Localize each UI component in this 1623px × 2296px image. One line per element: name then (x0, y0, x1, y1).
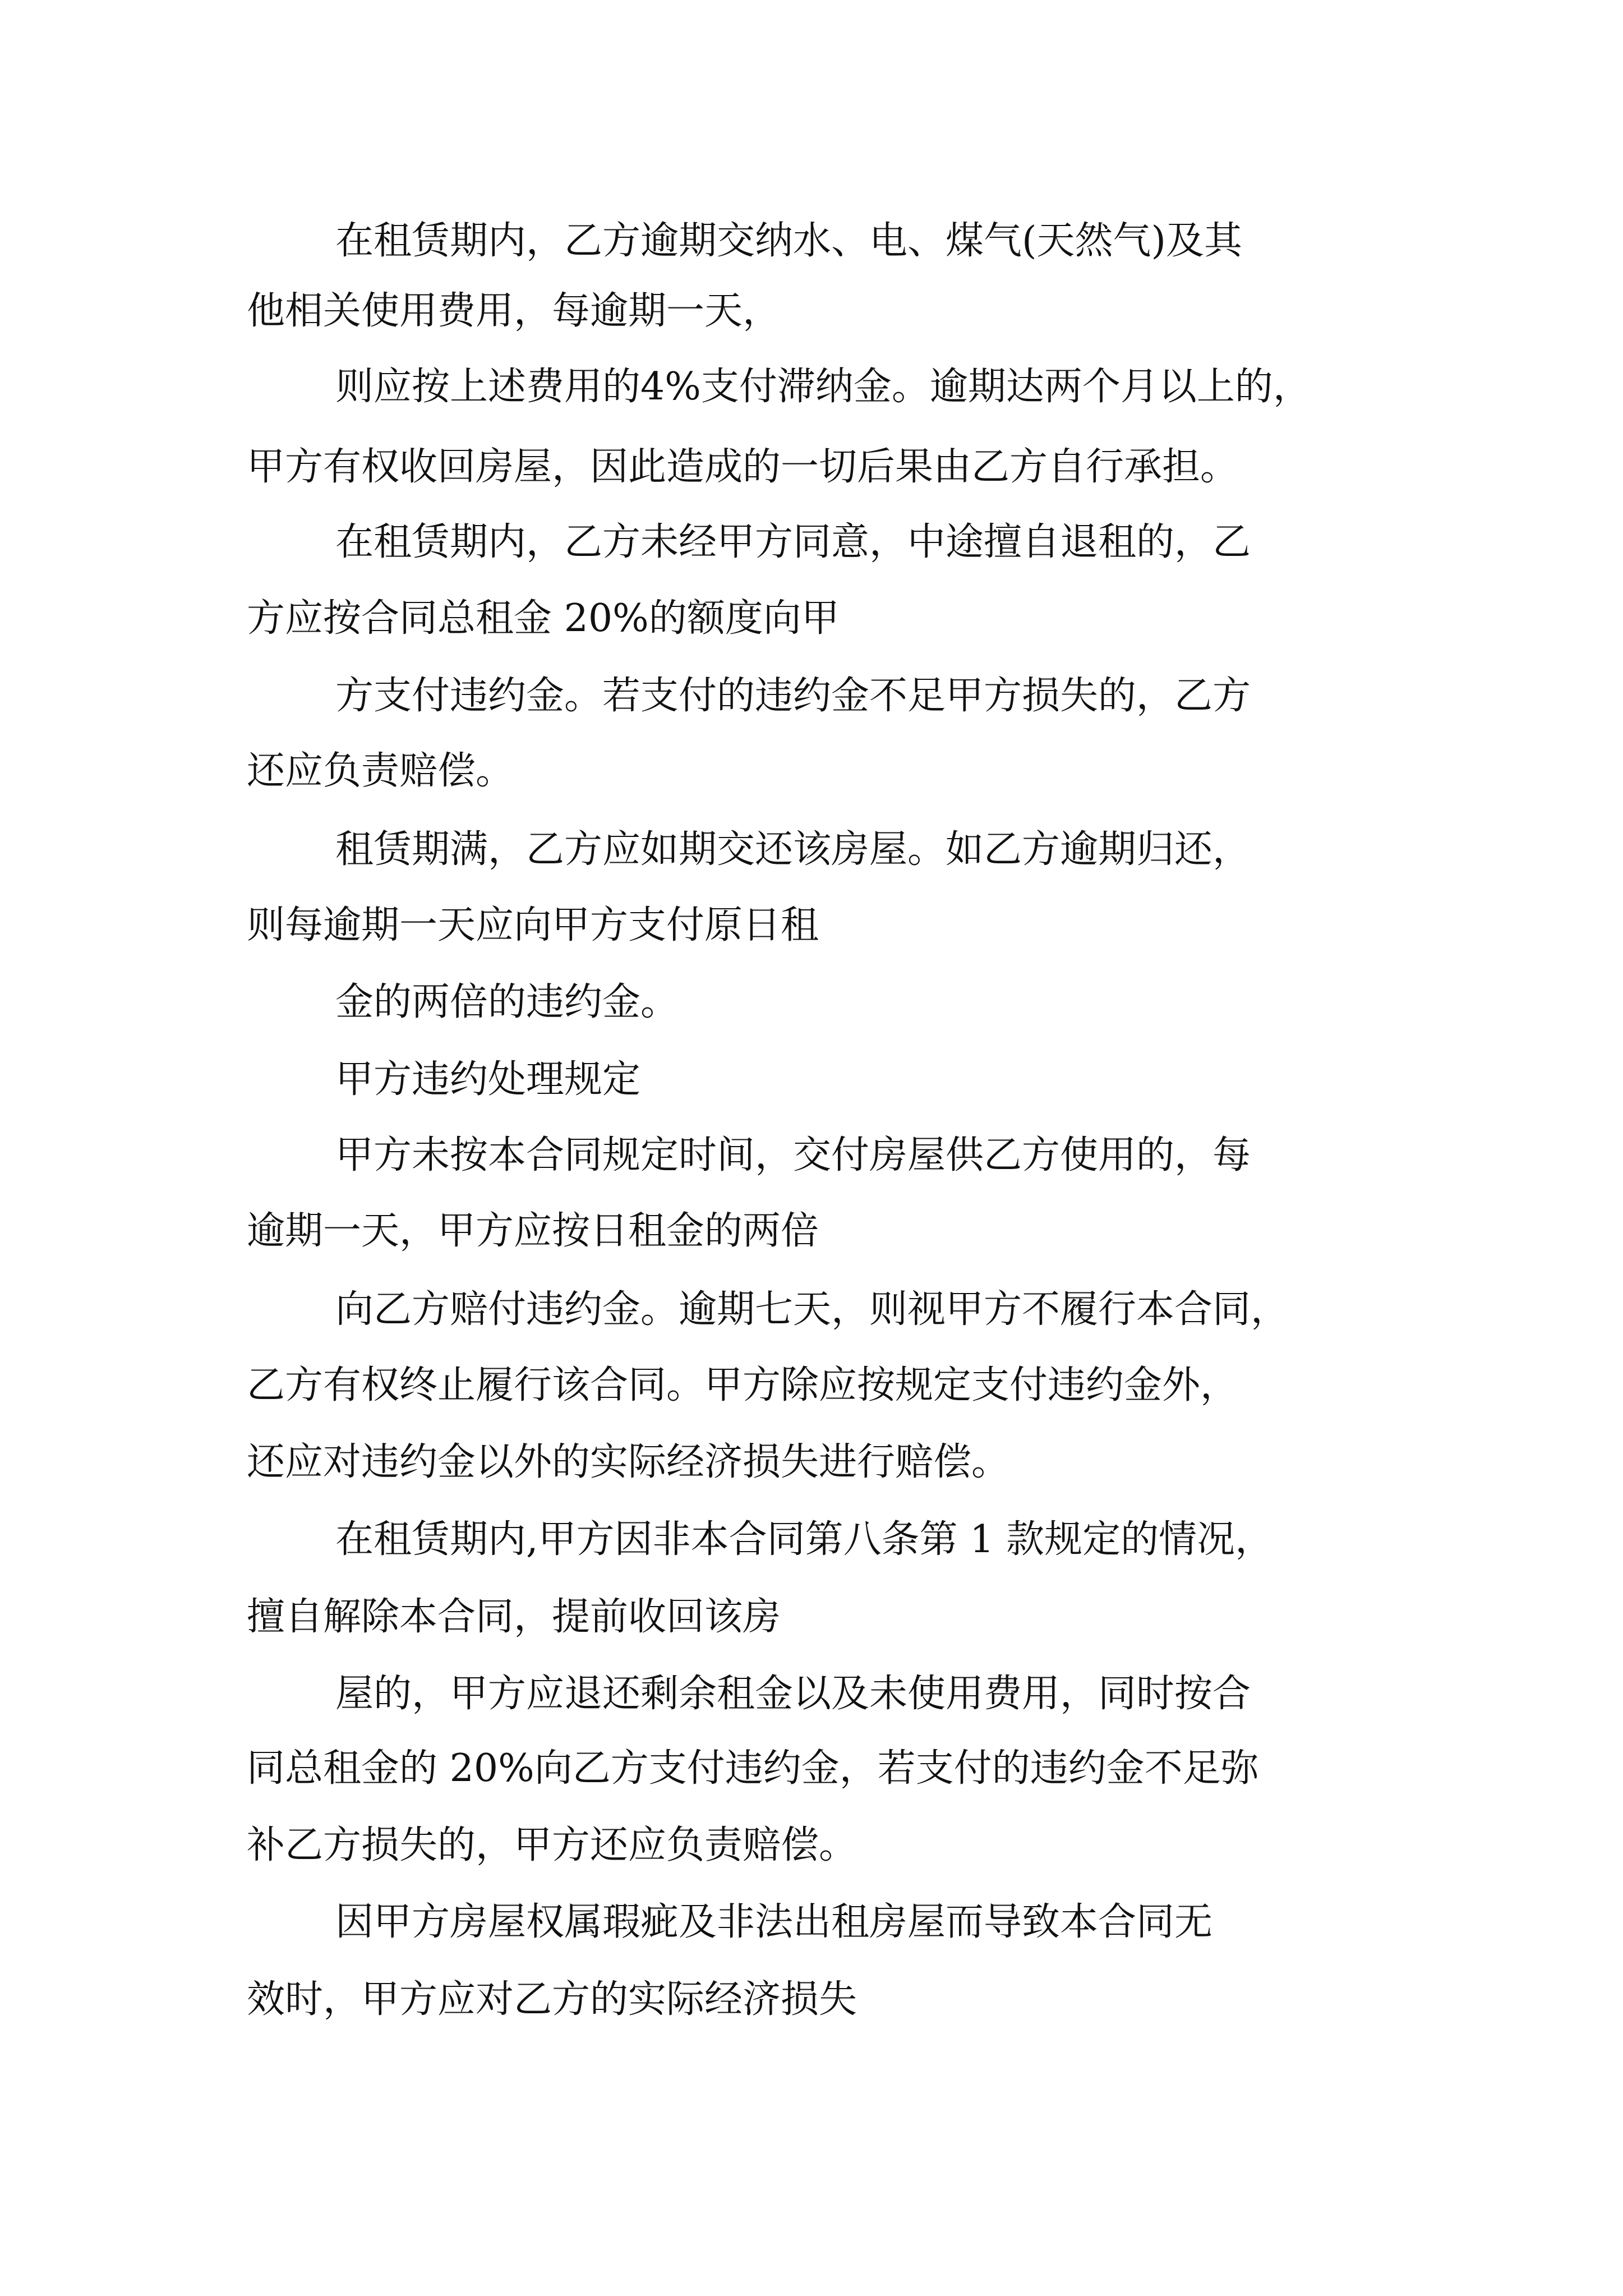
text-line: 因甲方房屋权属瑕疵及非法出租房屋而导致本合同无 (335, 1900, 1213, 1944)
text-line: 效时，甲方应对乙方的实际经济损失 (247, 1977, 857, 2022)
text-line: 则每逾期一天应向甲方支付原日租 (247, 903, 819, 947)
section-heading: 甲方违约处理规定 (335, 1057, 641, 1102)
text-line: 则应按上述费用的4%支付滞纳金。逾期达两个月以上的， (335, 365, 1311, 409)
text-line: 方支付违约金。若支付的违约金不足甲方损失的，乙方 (335, 674, 1251, 718)
text-line: 向乙方赔付违约金。逾期七天，则视甲方不履行本合同， (335, 1287, 1289, 1332)
text-line: 补乙方损失的，甲方还应负责赔偿。 (247, 1823, 857, 1867)
text-line: 屋的，甲方应退还剩余租金以及未使用费用，同时按合 (335, 1672, 1251, 1716)
text-line: 擅自解除本合同，提前收回该房 (247, 1595, 781, 1639)
text-line: 金的两倍的违约金。 (335, 980, 679, 1024)
text-line: 租赁期满，乙方应如期交还该房屋。如乙方逾期归还， (335, 827, 1251, 872)
text-line: 在租赁期内,甲方因非本合同第八条第 1 款规定的情况， (335, 1517, 1274, 1562)
text-line: 他相关使用费用，每逾期一天， (247, 289, 781, 333)
text-line: 甲方未按本合同规定时间，交付房屋供乙方使用的，每 (335, 1133, 1251, 1177)
text-line: 乙方有权终止履行该合同。甲方除应按规定支付违约金外， (247, 1363, 1239, 1407)
text-line: 方应按合同总租金 20%的额度向甲 (247, 596, 840, 641)
text-line: 甲方有权收回房屋，因此造成的一切后果由乙方自行承担。 (247, 445, 1239, 489)
text-line: 同总租金的 20%向乙方支付违约金，若支付的违约金不足弥 (247, 1746, 1259, 1791)
text-line: 在租赁期内，乙方逾期交纳水、电、煤气(天然气)及其 (335, 219, 1243, 263)
text-line: 还应负责赔偿。 (247, 749, 514, 793)
text-line: 在租赁期内，乙方未经甲方同意，中途擅自退租的，乙 (335, 520, 1251, 564)
text-line: 逾期一天，甲方应按日租金的两倍 (247, 1209, 819, 1253)
text-line: 还应对违约金以外的实际经济损失进行赔偿。 (247, 1440, 1010, 1484)
